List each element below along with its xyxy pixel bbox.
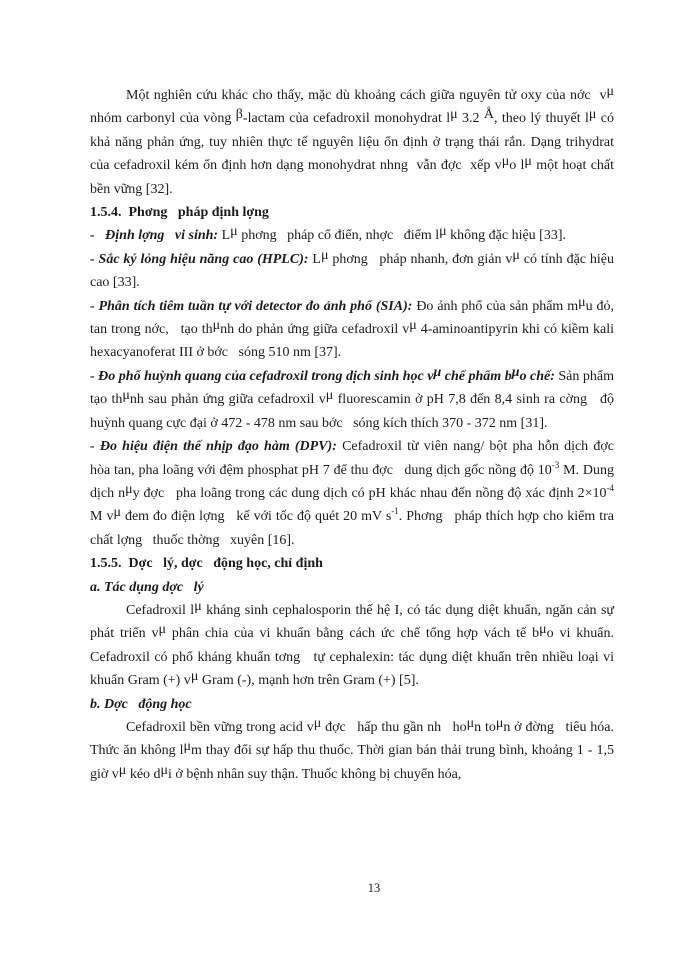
heading-1-5-5 <box>90 552 614 575</box>
text-run: Đo ảnh phổ của sản phẩm mμu đỏ, tan trong nớc, tạo thμnh do phản ứng giữa cefadroxil vμ 4-aminoantipyrin khi có kiềm kali hexacyanoferat III ở bớc sóng 510 nm [37]. <box>90 294 618 361</box>
subheading-duoc-dong-hoc <box>90 693 614 716</box>
text-run: Sản phẩm tạo thμnh sau phản ứng giữa cefadroxil vμ fluorescamin ở pH 7,8 đến 8,4 sinh ra cờng độ huỳnh quang cực đại ở 472 - 478 nm sau bớc sóng kích thích 370 - 372 nm [31]. <box>90 368 618 431</box>
para-pharmacokinetics <box>90 715 618 786</box>
text-run: Cefadroxil bền vững trong acid vμ đợc hấp thu gần nh hoμn toμn ở đờng tiêu hóa. Thức ăn không lμm thay đổi sự hấp thu thuốc. Thời gian bán thải trung bình, khoảng 1 - 1,5 giờ vμ kéo dμi ở bệnh nhân suy thận. Thuốc không bị chuyển hóa, <box>90 715 618 782</box>
text-run: 1.5.4. Phơng pháp định lợng <box>90 205 269 221</box>
para-crystal-stability <box>90 83 618 201</box>
text-run: - Định lợng vi sinh: <box>90 228 222 244</box>
text-run: Cefadroxil từ viên nang/ bột pha hỗn dịch đợc hòa tan, pha loãng với đệm phosphat pH 7 để thu đợc dung dịch gốc nồng độ $10^{-3}$ M. Dung dịch nμy đợc pha loãng trong các dung dịch có pH khác nhau đến nồng độ xác định $2\times 10^{-4}$ M vμ đem đo điện lợng kế với tốc độ quét 20 mV $s^{-1}$. Phơng pháp thích hợp cho kiểm tra chất lợng thuốc thờng xuyên [16]. <box>90 439 625 548</box>
method-dpv <box>90 435 625 552</box>
text-run: Lμ phơng pháp nhanh, đơn giản vμ có tính đặc hiệu cao [33]. <box>90 247 618 291</box>
document-body <box>90 83 625 786</box>
text-run: Cefadroxil lμ kháng sinh cephalosporin thế hệ I, có tác dụng diệt khuẩn, ngăn cản sự phát triển vμ phân chia của vi khuẩn bằng cách ức chế tổng hợp vách tế bμo vi khuẩn. Cefadroxil có phổ kháng khuẩn tơng tự cephalexin: tác dụng diệt khuẩn trên nhiều loại vi khuẩn Gram (+) vμ Gram (-), mạnh hơn trên Gram (+) [5]. <box>90 598 618 689</box>
text-run: - Đo hiệu điện thế nhịp đạo hàm (DPV): <box>90 439 343 455</box>
text-run: - Sắc ký lỏng hiệu năng cao (HPLC): <box>90 251 313 267</box>
page-number: 13 <box>367 881 381 895</box>
text-run: - Đo phổ huỳnh quang của cefadroxil trong dịch sinh học vμ chế phẩm bμo chế: <box>90 364 559 384</box>
text-run: a. Tác dụng dợc lý <box>90 579 204 595</box>
method-hplc <box>90 247 618 295</box>
text-run: b. Dợc động học <box>90 696 192 712</box>
text-run: 1.5.5. Dợc lý, dợc động học, chỉ định <box>90 556 323 572</box>
heading-1-5-4 <box>90 201 614 224</box>
para-pharmacology <box>90 598 618 693</box>
text-run: - Phân tích tiêm tuần tự với detector đo ảnh phổ (SIA): <box>90 298 417 314</box>
method-sia <box>90 294 618 365</box>
method-fluorescence <box>90 364 618 435</box>
text-run: Một nghiên cứu khác cho thấy, mặc dù khoảng cách giữa nguyên tử oxy của nớc vμ nhóm carbonyl của vòng β-lactam của cefadroxil monohydrat lμ 3.2 Å, theo lý thuyết lμ có khả năng phản ứng, tuy nhiên thực tế nguyên liệu ổn định ở trạng thái rắn. Dạng trihydrat của cefadroxil kém ổn định hơn dạng monohydrat nhng vẫn đợc xếp vμo lμ một hoạt chất bền vững [32]. <box>90 83 618 197</box>
subheading-tac-dung-duoc-ly <box>90 576 614 599</box>
method-vi-sinh <box>90 224 614 247</box>
text-run: Lμ phơng pháp cổ điển, nhợc điểm lμ không đặc hiệu [33]. <box>221 224 566 244</box>
